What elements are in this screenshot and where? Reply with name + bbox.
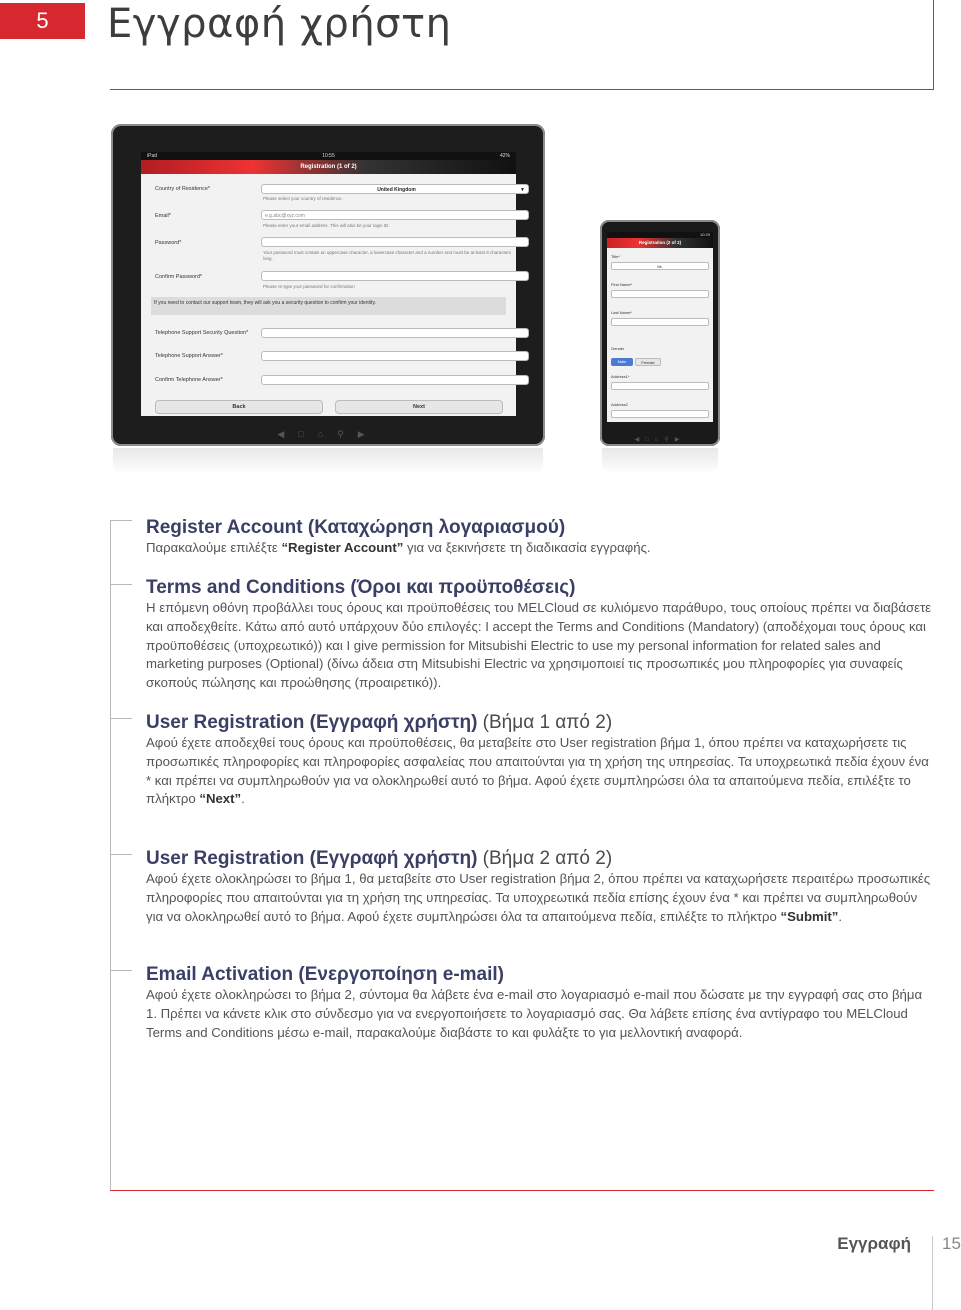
section-user-registration-step-2 xyxy=(146,848,936,926)
phone-reflection xyxy=(602,448,718,474)
tablet-status-carrier: iPad xyxy=(147,153,158,159)
tablet-screen xyxy=(141,152,525,416)
confirm-password-hint: Please re-type your password for confirmation xyxy=(263,284,355,289)
email-hint: Please enter your email address. This will also be your login ID. xyxy=(263,223,390,228)
confirm-answer-field[interactable] xyxy=(261,375,529,385)
section-email-activation xyxy=(146,964,936,1042)
first-name-field[interactable] xyxy=(611,290,709,298)
password-label: Password* xyxy=(155,240,182,246)
section-title-step: (Βήμα 1 από 2) xyxy=(477,712,613,733)
security-answer-field[interactable] xyxy=(261,351,529,361)
password-hint: Your password must contain an uppercase character, a lowercase character and a number and must be at least 8 characters long. xyxy=(263,250,511,261)
tablet-device-image xyxy=(111,124,545,446)
section-title xyxy=(146,712,936,734)
section-title-main: User Registration (Εγγραφή χρήστη) xyxy=(146,712,478,733)
section-marker xyxy=(110,584,132,585)
confirm-password-label: Confirm Password* xyxy=(155,274,203,280)
section-marker xyxy=(110,854,132,855)
country-select[interactable] xyxy=(261,184,529,194)
section-marker xyxy=(110,970,132,971)
body-text: Αφού έχετε ολοκληρώσει το βήμα 1, θα μεταβείτε στο User registration βήμα 2, όπου πρέπει να καταχωρήσετε περαιτέρω προσωπικές πληροφορίες που απαιτούνται για τη χρήση της υπηρεσίας. Τα υποχρεωτικά πεδία επίσης έχουν ένα * και πρέπει να συμπληρωθούν για να ολοκληρωθεί αυτό το βήμα. Αφού έχετε συμπληρώσει όλα τα απαιτούμενα πεδία, επιλέξτε το πλήκτρο xyxy=(146,871,931,924)
address1-field[interactable] xyxy=(611,382,709,390)
body-text: Αφού έχετε αποδεχθεί τους όρους και προϋποθέσεις, θα μεταβείτε στο User registration βήμα 1, όπου πρέπει να καταχωρήσετε τις προσωπικές πληροφορίες και πληροφορίες ασφαλείας που απαιτούνται για τη χρήση της υπηρεσίας. Τα υποχρεωτικά πεδία έχουν ένα * και πρέπει να συμπληρωθούν για να ολοκληρωθεί αυτό το βήμα. Αφού έχετε συμπληρώσει όλα τα απαιτούμενα πεδία, επιλέξτε το πλήκτρο xyxy=(146,735,929,807)
phone-screen-title: Registration (2 of 2) xyxy=(607,238,713,248)
country-hint: Please select your country of residence. xyxy=(263,196,343,201)
phone-status-bar: 10:29 xyxy=(607,232,713,238)
section-title: Email Activation (Ενεργοποίηση e-mail) xyxy=(146,964,505,985)
gender-label: Gender xyxy=(611,346,625,351)
security-answer-label: Telephone Support Answer* xyxy=(155,353,223,359)
last-name-field[interactable] xyxy=(611,318,709,326)
chevron-down-icon: ▼ xyxy=(520,187,525,193)
tablet-status-time: 10:55 xyxy=(322,153,335,159)
address2-label: Address2 xyxy=(611,402,628,407)
page-title: Εγγραφή χρήστη xyxy=(107,1,452,47)
gender-female-toggle[interactable]: Female xyxy=(635,358,661,366)
body-text: Παρακαλούμε επιλέξτε xyxy=(146,540,282,555)
tablet-screen-title: Registration (1 of 2) xyxy=(141,160,516,174)
page-number: 15 xyxy=(942,1234,961,1253)
tablet-status-bar xyxy=(141,152,516,160)
section-user-registration-step-1 xyxy=(146,712,936,809)
support-note: If you need to contact our support team, they will ask you a security question to confirm your identity. xyxy=(151,297,506,315)
country-select-value: United Kingdom xyxy=(377,187,416,193)
section-title-main: User Registration (Εγγραφή χρήστη) xyxy=(146,848,478,869)
footer-divider xyxy=(110,1190,934,1191)
body-text: . xyxy=(838,908,843,924)
section-title xyxy=(146,848,936,870)
first-name-label: First Name* xyxy=(611,282,633,287)
phone-device-image xyxy=(600,220,720,446)
next-button[interactable]: Next xyxy=(335,400,503,414)
address2-field[interactable] xyxy=(611,410,709,418)
body-text: . xyxy=(241,791,245,807)
title-select-value: Mr. xyxy=(657,264,663,269)
title-select[interactable] xyxy=(611,262,709,270)
body-emphasis: “Register Account” xyxy=(281,540,404,555)
body-text: για να ξεκινήσετε τη διαδικασία εγγραφής. xyxy=(403,540,651,555)
footer-section-label: Εγγραφή xyxy=(837,1234,911,1253)
chapter-number-badge: 5 xyxy=(0,3,85,39)
section-register-account xyxy=(146,517,936,558)
confirm-answer-label: Confirm Telephone Answer* xyxy=(155,377,223,383)
password-field[interactable] xyxy=(261,237,529,247)
title-label: Title* xyxy=(611,254,620,259)
last-name-label: Last Name* xyxy=(611,310,632,315)
section-body xyxy=(146,734,936,809)
tablet-reflection xyxy=(113,448,543,474)
country-label: Country of Residence* xyxy=(155,186,211,192)
gender-male-toggle[interactable]: Male xyxy=(611,358,633,366)
section-terms-and-conditions xyxy=(146,577,936,693)
phone-screen xyxy=(607,232,713,422)
section-body: Αφού έχετε ολοκληρώσει το βήμα 2, σύντομα θα λάβετε ένα e-mail στο λογαριασμό e-mail που δώσατε με την εγγραφή σας στο βήμα 1. Πρέπει να κάνετε κλικ στο σύνδεσμο για να ενεργοποιήσετε το λογαριασμό σας. Θα λάβετε επίσης ένα αντίγραφο του MELCloud Terms and Conditions μέσω e-mail, παρακαλούμε διαβάστε το και φυλάξτε το για μελλοντική αναφορά. xyxy=(146,987,923,1040)
section-title: Terms and Conditions (Όροι και προϋποθέσεις) xyxy=(146,577,576,598)
body-emphasis: “Submit” xyxy=(780,908,839,924)
tablet-status-battery: 42% xyxy=(499,153,510,159)
section-body xyxy=(146,870,936,926)
email-label: Email* xyxy=(155,213,171,219)
tablet-nav-icons: ◀□⌂⚲▶ xyxy=(277,429,379,439)
footer-vertical-divider xyxy=(932,1236,933,1310)
security-question-field[interactable] xyxy=(261,328,529,338)
phone-nav-icons: ◀□⌂⚲▶ xyxy=(634,437,686,443)
section-body: Η επόμενη οθόνη προβάλλει τους όρους και προϋποθέσεις του MELCloud σε κυλιόμενο παράθυρο, τους οποίους πρέπει να διαβάσετε και αποδεχθείτε. Κάτω από αυτό υπάρχουν δύο επιλογές: I accept the Terms and Conditions (Mandatory) (αποδέχομαι τους όρους και προϋποθέσεις (υποχρεωτικό)) και I give permission for Mitsubishi Electric to use my personal information for related sales and marketing purposes (Optional) (δίνω άδεια στη Mitsubishi Electric να χρησιμοποιεί τις προσωπικές μου πληροφορίες για συναφείς σκοπούς πώλησης και προώθησης (προαιρετικό)). xyxy=(146,600,932,691)
body-emphasis: “Next” xyxy=(199,791,242,807)
header-divider xyxy=(110,89,934,90)
header-vertical-divider xyxy=(933,0,934,90)
address1-label: Address1* xyxy=(611,374,630,379)
security-question-label: Telephone Support Security Question* xyxy=(155,330,249,336)
section-marker xyxy=(110,718,132,719)
section-title-step: (Βήμα 2 από 2) xyxy=(477,848,613,869)
confirm-password-field[interactable] xyxy=(261,271,529,281)
section-marker xyxy=(110,520,132,521)
email-field[interactable]: e.g.abc@xyz.com xyxy=(261,210,529,220)
section-body xyxy=(146,539,936,558)
section-title: Register Account (Καταχώρηση λογαριασμού) xyxy=(146,517,566,538)
back-button[interactable]: Back xyxy=(155,400,323,414)
section-guide-line xyxy=(110,520,111,1190)
